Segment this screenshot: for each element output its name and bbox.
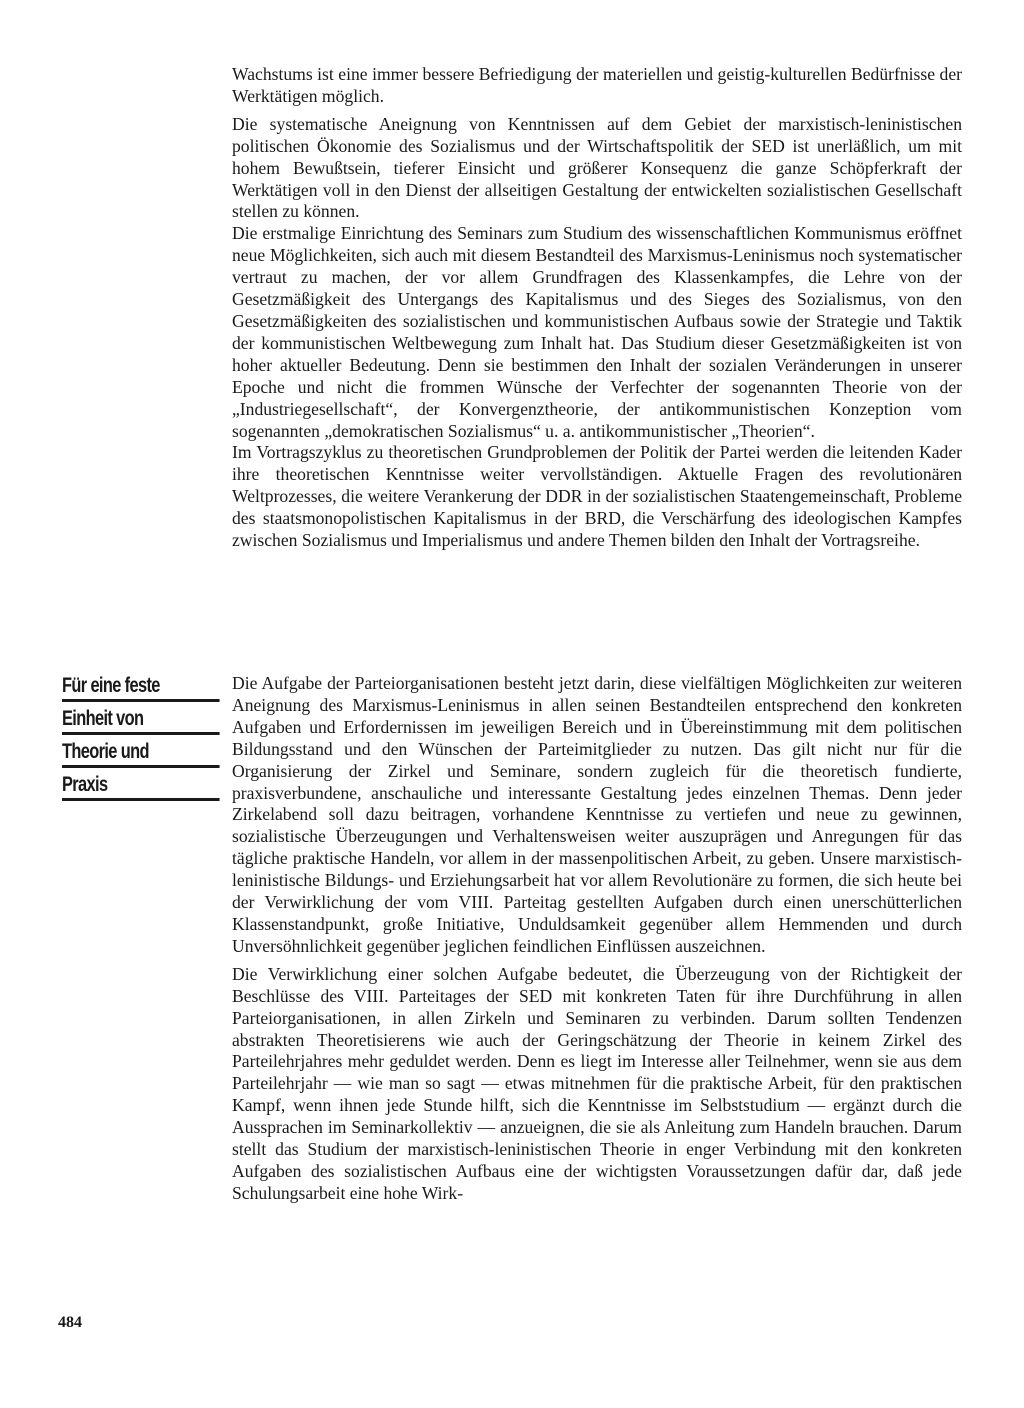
paragraph-continuation: Wachstums ist eine immer bessere Befriedigung der materiellen und geistig-kulturellen Bedürfnisse der Werktätigen möglich. xyxy=(232,64,962,106)
margin-heading-line-2: Einheit von xyxy=(62,705,220,735)
margin-heading-line-3: Theorie und xyxy=(62,738,220,768)
main-text-column-bottom xyxy=(232,673,962,1205)
paragraph-political-economy: Die systematische Aneignung von Kenntnissen auf dem Gebiet der marxistisch-leninistischen politischen Ökonomie des Sozialismus und der Wirtschaftspolitik der SED ist unerläßlich, um mit hohem Bewußtsein, tieferer Einsicht und größerer Konsequenz die ganze Schöpferkraft der Werktätigen voll in den Dienst der allseitigen Gestaltung der entwickelten sozialistischen Gesellschaft stellen zu können. xyxy=(232,113,962,222)
paragraph-party-organisations: Die Aufgabe der Parteiorganisationen besteht jetzt darin, diese vielfältigen Möglichkeiten zur weiteren Aneignung des Marxismus-Leninismus in allen seinen Bestandteilen entsprechend den konkreten Aufgaben und Erfordernissen im jeweiligen Bereich und in Übereinstimmung mit dem politischen Bildungsstand und den Wünschen der Parteimitglieder zu nutzen. Das gilt nicht nur für die Organisierung der Zirkel und Seminare, sondern zugleich für die theoretisch fundierte, praxisverbundene, anschauliche und interessante Gestaltung jedes einzelnen Themas. Denn jeder Zirkelabend soll dazu beitragen, vorhandene Kenntnisse zu vertiefen und neue zu gewinnen, sozialistische Überzeugungen und Verhaltensweisen weiter auszuprägen und Anregungen für das tägliche praktische Handeln, vor allem in der massenpolitischen Arbeit, zu geben. Unsere marxistisch-leninistische Bildungs- und Erziehungsarbeit hat vor allem Revolutionäre zu formen, die sich heute bei der Verwirklichung der vom VIII. Parteitag gestellten Aufgaben durch einen unerschütterlichen Klassenstandpunkt, große Initiative, Unduldsamkeit gegenüber allem Hemmenden und durch Unversöhnlichkeit gegenüber jeglichen feindlichen Einflüssen auszeichnen. xyxy=(232,673,962,956)
paragraph-lecture-cycle: Im Vortragszyklus zu theoretischen Grundproblemen der Politik der Partei werden die leitenden Kader ihre theoretischen Kenntnisse weiter vervollständigen. Aktuelle Fragen des revolutionären Weltprozesses, die weitere Verankerung der DDR in der sozialistischen Staatengemeinschaft, Probleme des staatsmonopolistischen Kapitalismus in der BRD, die Verschärfung des ideologischen Kampfes zwischen Sozialismus und Imperialismus und andere Themen bilden den Inhalt der Vortragsreihe. xyxy=(232,442,962,551)
margin-heading-line-1: Für eine feste xyxy=(62,672,220,702)
main-text-column-top xyxy=(232,64,962,552)
paragraph-scientific-communism: Die erstmalige Einrichtung des Seminars zum Studium des wissenschaftlichen Kommunismus eröffnet neue Möglichkeiten, sich auch mit diesem Bestandteil des Marxismus-Leninismus noch systematischer vertraut zu machen, der vor allem Grundfragen des Klassenkampfes, die Lehre von der Gesetzmäßigkeit des Untergangs des Kapitalismus und des Sieges des Sozialismus, von den Gesetzmäßigkeiten des sozialistischen und kommunistischen Aufbaus sowie der Strategie und Taktik der kommunistischen Weltbewegung zum Inhalt hat. Das Studium dieser Gesetzmäßigkeiten ist von hoher aktueller Bedeutung. Denn sie bestimmen den Inhalt der sozialen Veränderungen in unserer Epoche und nicht die frommen Wünsche der Verfechter der sogenannten Theorie von der „Industriegesellschaft“, der Konvergenztheorie, der antikommunistischen Konzeption vom sogenannten „demokratischen Sozialismus“ u. a. antikommunistischer „Theorien“. xyxy=(232,223,962,441)
paragraph-realisation: Die Verwirklichung einer solchen Aufgabe bedeutet, die Überzeugung von der Richtigkeit der Beschlüsse des VIII. Parteitages der SED mit konkreten Taten für ihre Durchführung in allen Parteiorganisationen, in allen Zirkeln und Seminaren zu verbinden. Darum sollten Tendenzen abstrakten Theoretisierens wie auch der Geringschätzung der Theorie in keinem Zirkel des Parteilehrjahres mehr geduldet werden. Denn es liegt im Interesse aller Teilnehmer, wenn sie aus dem Parteilehrjahr — wie man so sagt — etwas mitnehmen für die praktische Arbeit, für den praktischen Kampf, wenn ihnen jede Stunde hilft, sich die Kenntnisse im Selbststudium — ergänzt durch die Aussprachen im Seminarkollektiv — anzueignen, die sie als Anleitung zum Handeln brauchen. Darum stellt das Studium der marxistisch-leninistischen Theorie in enger Verbindung mit den konkreten Aufgaben des sozialistischen Aufbaus eine der wichtigsten Voraussetzungen dafür dar, daß jede Schulungsarbeit eine hohe Wirk- xyxy=(232,963,962,1203)
page-number: 484 xyxy=(58,1314,82,1331)
margin-heading-line-4: Praxis xyxy=(62,771,220,801)
margin-heading xyxy=(62,672,222,804)
